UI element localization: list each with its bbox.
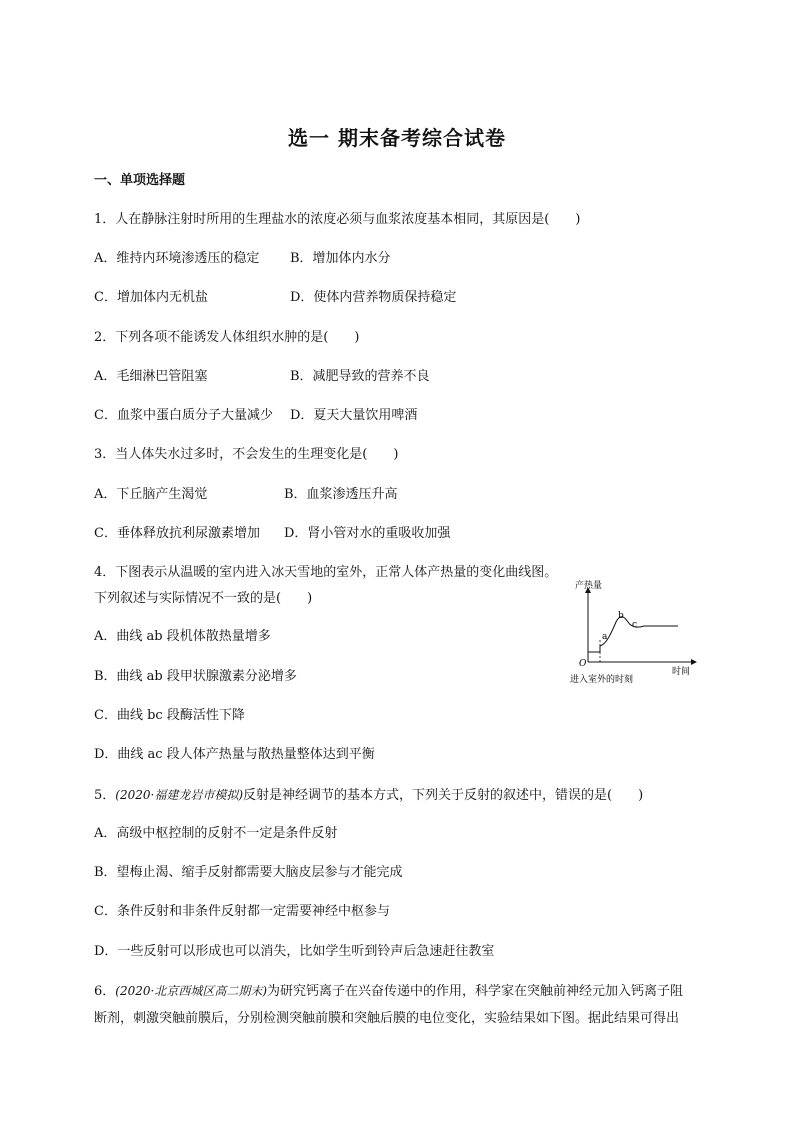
question-4-option-a: A．曲线 ab 段机体散热量增多	[94, 629, 271, 644]
question-1-option-a: A．维持内环境渗透压的稳定	[94, 251, 260, 266]
question-1-options-row-2	[94, 289, 494, 307]
question-1-option-b: B．增加体内水分	[290, 251, 391, 266]
question-4-option-c: C．曲线 bc 段酶活性下降	[94, 708, 245, 723]
question-4-option-b: B．曲线 ab 段甲状腺激素分泌增多	[94, 669, 297, 684]
question-4-option-d: D．曲线 ac 段人体产热量与散热量整体达到平衡	[94, 747, 375, 762]
question-1-options-row-1	[94, 250, 494, 268]
question-5-option-d: D．一些反射可以形成也可以消失，比如学生听到铃声后急速赶往教室	[94, 944, 495, 959]
question-2-options-row-1	[94, 368, 494, 386]
question-4-stem-line-1: 4．下图表示从温暖的室内进入冰天雪地的室外，正常人体产热量的变化曲线图。	[94, 565, 558, 580]
question-3-option-d: D．肾小管对水的重吸收加强	[284, 526, 451, 541]
question-3-option-c: C．垂体释放抗利尿激素增加	[94, 526, 260, 541]
y-axis-label: 产热量	[575, 581, 603, 591]
question-2-option-b: B．减肥导致的营养不良	[290, 369, 430, 384]
page-title: 选一 期末备考综合试卷	[288, 126, 506, 150]
question-6-stem-line-2: 断剂，刺激突触前膜后，分别检测突触前膜和突触后膜的电位变化，实验结果如下图。据此结果可得出	[94, 1011, 680, 1026]
question-3-option-b: B．血浆渗透压升高	[284, 487, 398, 502]
question-6-number: 6．	[94, 984, 116, 999]
point-a-label: a	[602, 632, 608, 642]
question-5-text: 反射是神经调节的基本方式，下列关于反射的叙述中，错误的是( )	[243, 788, 644, 803]
question-5-option-a: A．高级中枢控制的反射不一定是条件反射	[94, 826, 338, 841]
question-3-options-row-2	[94, 525, 494, 543]
question-3-option-a: A．下丘脑产生渴觉	[94, 487, 208, 502]
question-4-stem-line-2: 下列叙述与实际情况不一致的是( )	[94, 591, 313, 606]
question-3-stem: 3．当人体失水过多时，不会发生的生理变化是( )	[94, 447, 399, 462]
question-5-option-b: B．望梅止渴、缩手反射都需要大脑皮层参与才能完成	[94, 865, 403, 880]
heat-production-graph	[566, 576, 706, 686]
question-5-number: 5．	[94, 788, 116, 803]
question-3-options-row-1	[94, 486, 494, 504]
question-1-option-d: D．使体内营养物质保持稳定	[290, 290, 457, 305]
question-5-stem	[94, 786, 643, 805]
question-1-stem: 1．人在静脉注射时所用的生理盐水的浓度必须与血浆浓度基本相同，其原因是( )	[94, 212, 581, 227]
question-2-option-a: A．毛细淋巴管阻塞	[94, 369, 208, 384]
question-6-stem-line-1	[94, 982, 683, 1001]
question-6-text: 为研究钙离子在兴奋传递中的作用，科学家在突触前神经元加入钙离子阻	[267, 984, 684, 999]
x-axis-label: 时间	[672, 667, 691, 677]
question-2-options-row-2	[94, 407, 494, 425]
section-heading: 一、单项选择题	[94, 173, 186, 188]
question-6-source: (2020·北京西城区高二期末)	[115, 984, 267, 998]
point-b-label: b	[618, 611, 624, 621]
point-c-label: c	[632, 620, 638, 630]
question-1-option-c: C．增加体内无机盐	[94, 290, 208, 305]
question-5-option-c: C．条件反射和非条件反射都一定需要神经中枢参与	[94, 904, 390, 919]
question-2-option-c: C．血浆中蛋白质分子大量减少	[94, 408, 273, 423]
heat-production-figure	[566, 576, 706, 686]
question-2-stem: 2．下列各项不能诱发人体组织水肿的是( )	[94, 330, 360, 345]
question-2-option-d: D．夏天大量饮用啤酒	[290, 408, 418, 423]
question-5-source: (2020·福建龙岩市模拟)	[115, 788, 243, 802]
figure-caption: 进入室外的时刻	[570, 675, 634, 685]
origin-label: O	[579, 659, 587, 669]
